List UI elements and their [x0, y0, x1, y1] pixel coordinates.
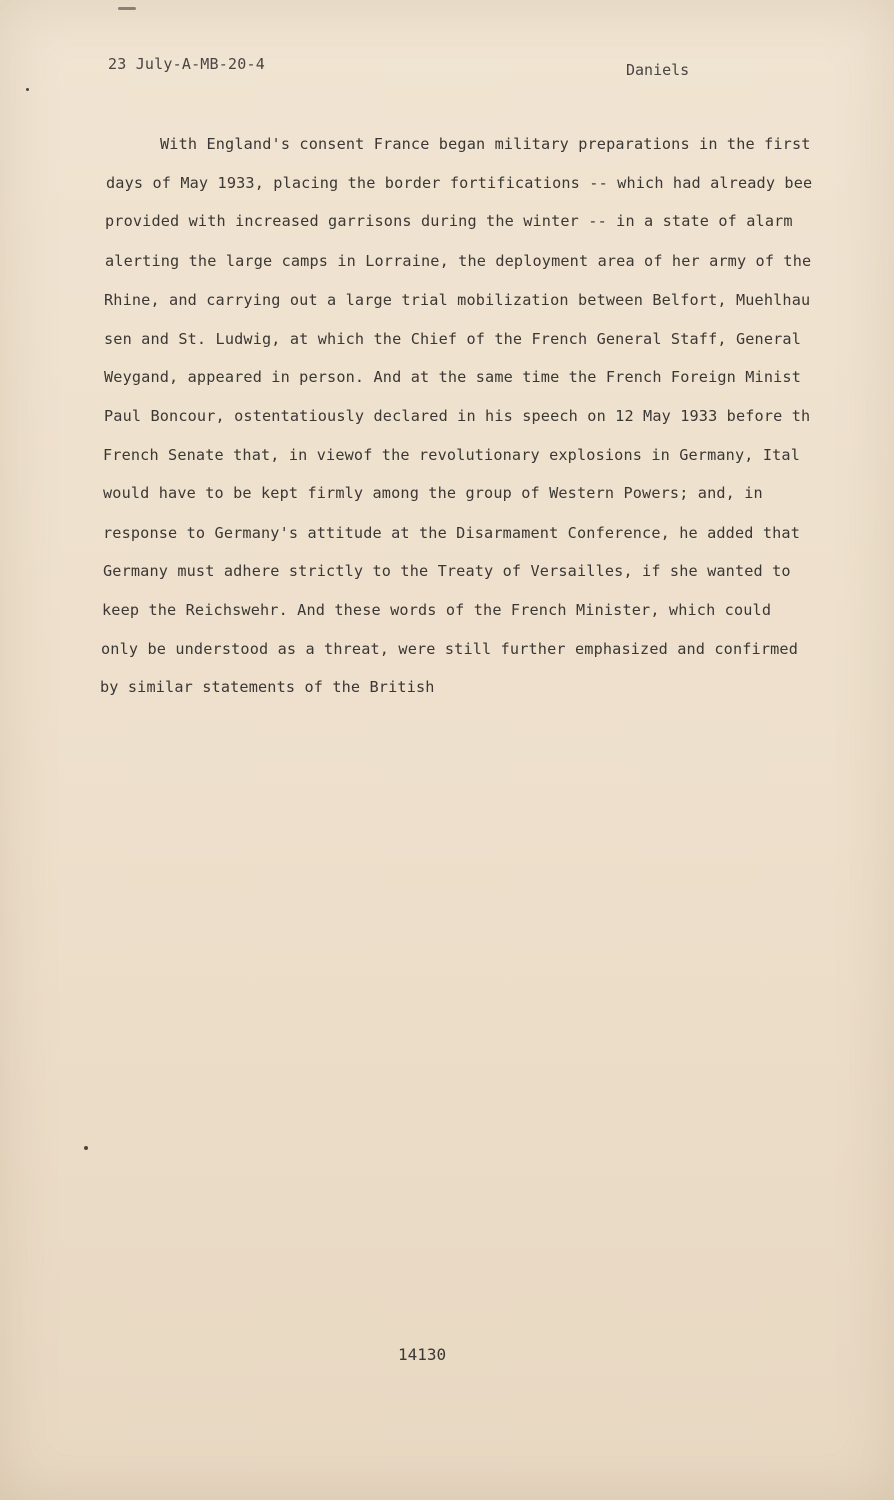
- text-line: alerting the large camps in Lorraine, the deployment area of her army of the: [105, 252, 812, 270]
- text-line: by similar statements of the British: [100, 678, 435, 696]
- ink-smudge: [118, 7, 136, 10]
- text-line: response to Germany's attitude at the Disarmament Conference, he added that: [103, 524, 801, 542]
- body-text: [0, 0, 894, 720]
- text-line: would have to be kept firmly among the group of Western Powers; and, in: [103, 484, 763, 502]
- author-name: Daniels: [626, 61, 690, 79]
- text-line: With England's consent France began military preparations in the first: [160, 135, 811, 153]
- text-line: Paul Boncour, ostentatiously declared in his speech on 12 May 1933 before th: [104, 407, 811, 425]
- text-line: only be understood as a threat, were still further emphasized and confirmed: [101, 640, 799, 658]
- text-line: Germany must adhere strictly to the Treaty of Versailles, if she wanted to: [103, 562, 791, 580]
- ink-speck: [84, 1146, 88, 1150]
- text-line: provided with increased garrisons during the winter -- in a state of alarm: [105, 212, 793, 230]
- ink-speck: [26, 88, 29, 91]
- text-line: days of May 1933, placing the border fortifications -- which had already bee: [106, 174, 813, 192]
- text-line: Weygand, appeared in person. And at the same time the French Foreign Minist: [104, 368, 802, 386]
- text-line: Rhine, and carrying out a large trial mobilization between Belfort, Muehlhau: [104, 291, 811, 309]
- text-line: French Senate that, in viewof the revolutionary explosions in Germany, Ital: [103, 446, 801, 464]
- page-number: 14130: [398, 1345, 447, 1364]
- text-line: keep the Reichswehr. And these words of the French Minister, which could: [102, 601, 772, 619]
- document-reference: 23 July-A-MB-20-4: [108, 55, 265, 73]
- text-line: sen and St. Ludwig, at which the Chief of the French General Staff, General: [104, 330, 802, 348]
